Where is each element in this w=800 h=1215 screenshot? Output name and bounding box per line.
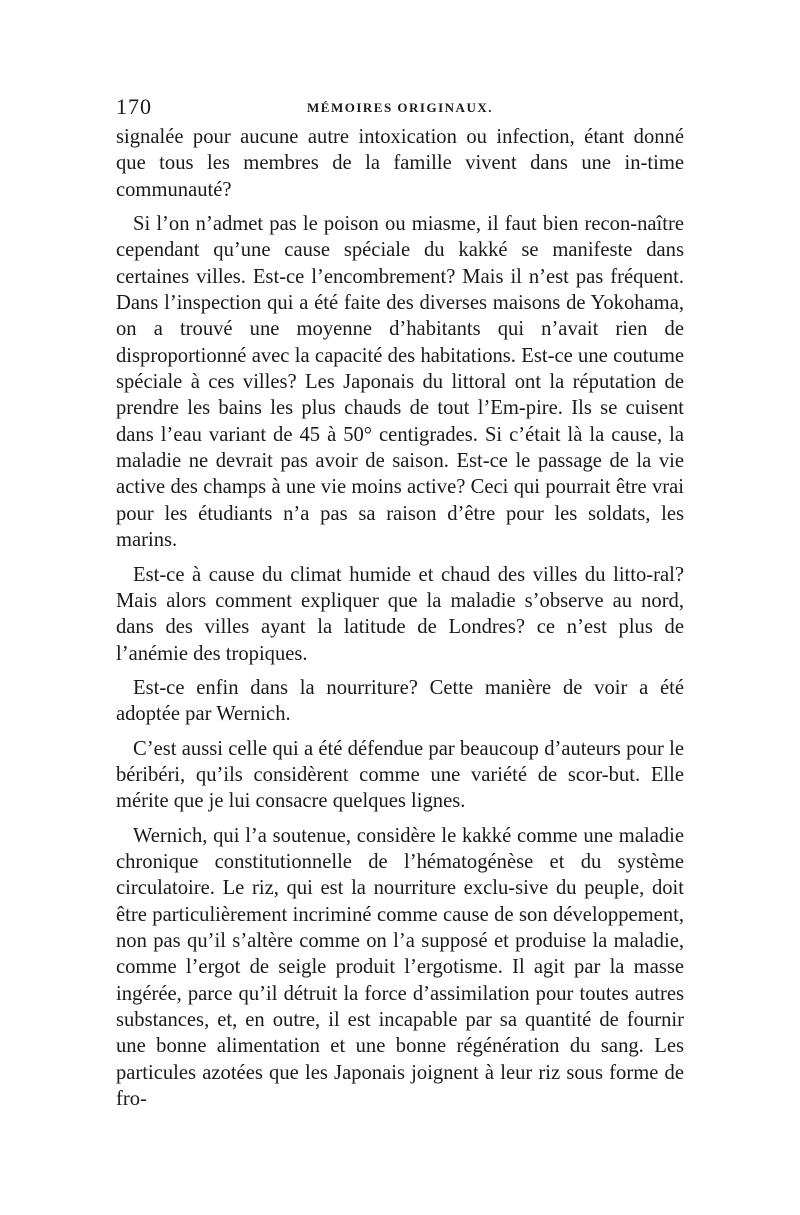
paragraph: Si l’on n’admet pas le poison ou miasme, il faut bien recon-naître cependant qu’une cause spéciale du kakké se manifeste dans certaines villes. Est-ce l’encombrement? Mais il n’est pas fréquent. Dans l’inspection qui a été faite des diverses maisons de Yokohama, on a trouvé une moyenne d’habitants qui n’avait rien de disproportionné avec la capacité des habitations. Est-ce une coutume spéciale à ces villes? Les Japonais du littoral ont la réputation de prendre les bains les plus chauds de tout l’Em-pire. Ils se cuisent dans l’eau variant de 45 à 50° centigrades. Si c’était là la cause, la maladie ne devrait pas avoir de saison. Est-ce le passage de la vie active des champs à une vie moins active? Ceci qui pourrait être vrai pour les étudiants n’a pas sa raison d’être pour les soldats, les marins. bbox=[116, 213, 684, 552]
paragraph: Wernich, qui l’a soutenue, considère le kakké comme une maladie chronique constitutionnelle de l’hématogénèse et du système circulatoire. Le riz, qui est la nourriture exclu-sive du peuple, doit être particulièrement incriminé comme cause de son développement, non pas qu’il s’altère comme on l’a supposé et produise la maladie, comme l’ergot de seigle produit l’ergotisme. Il agit par la masse ingérée, parce qu’il détruit la force d’assimilation pour toutes autres substances, et, en outre, il est incapable par sa quantité de fournir une bonne alimentation et une bonne régénération du sang. Les particules azotées que les Japonais joignent à leur riz sous forme de fro- bbox=[116, 824, 684, 1111]
paragraph: C’est aussi celle qui a été défendue par beaucoup d’auteurs pour le béribéri, qu’ils considèrent comme une variété de scor-but. Elle mérite que je lui consacre quelques lignes. bbox=[116, 737, 684, 813]
body-text bbox=[116, 124, 684, 1112]
page-number: 170 bbox=[116, 94, 152, 119]
paragraph: Est-ce à cause du climat humide et chaud des villes du litto-ral? Mais alors comment expliquer que la maladie s’observe au nord, dans des villes ayant la latitude de Londres? ce n’est plus de l’anémie des tropiques. bbox=[116, 563, 684, 665]
paragraph-continued: signalée pour aucune autre intoxication ou infection, étant donné que tous les membres de la famille vivent dans une in-time communauté? bbox=[116, 126, 684, 201]
running-head bbox=[116, 90, 684, 124]
paragraph: Est-ce enfin dans la nourriture? Cette manière de voir a été adoptée par Wernich. bbox=[116, 676, 684, 726]
section-title: MÉMOIRES ORIGINAUX. bbox=[307, 100, 493, 115]
book-page bbox=[116, 90, 684, 1120]
